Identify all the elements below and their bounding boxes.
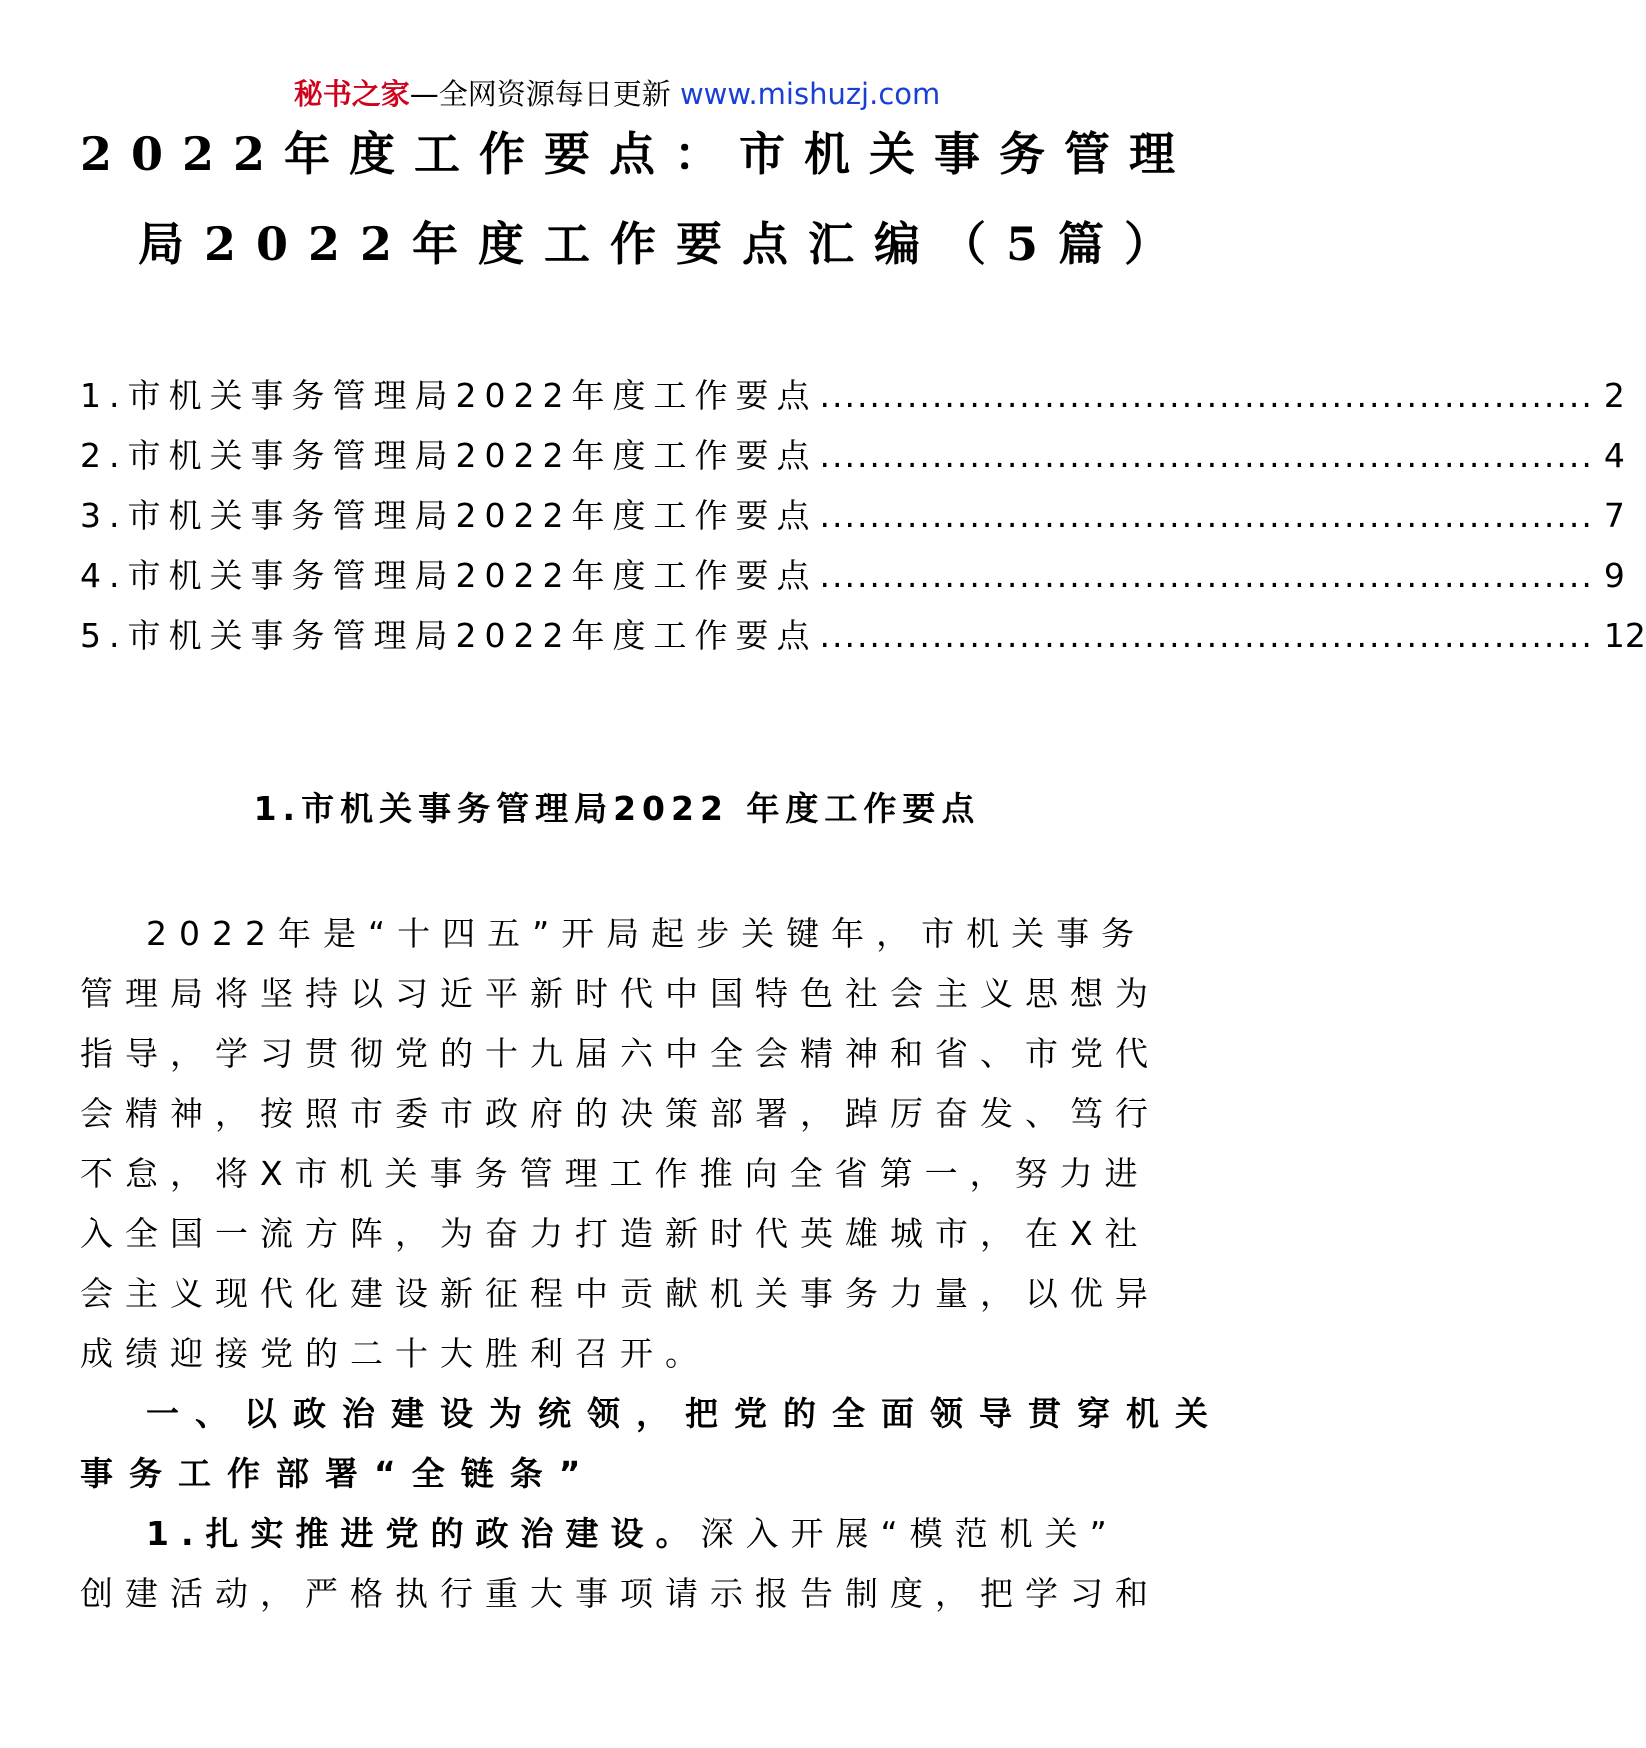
toc-leader-dots: .............................................................. (819, 616, 1594, 655)
item-1-text: 深入开展“模范机关” (700, 1514, 1119, 1553)
watermark-brand: 秘书之家 (293, 77, 410, 111)
toc-entry-label: 3.市机关事务管理局2022年度工作要点 (80, 496, 818, 535)
toc-entry-label: 5.市机关事务管理局2022年度工作要点 (80, 616, 818, 655)
paragraph-line: 会精神，按照市委市政府的决策部署，踔厉奋发、笃行 (80, 1094, 1160, 1133)
paragraph-line: 会主义现代化建设新征程中贡献机关事务力量，以优异 (80, 1274, 1160, 1313)
toc-entry-label: 2.市机关事务管理局2022年度工作要点 (80, 436, 818, 475)
paragraph-line (80, 1504, 1156, 1564)
toc-leader-dots: .............................................................. (819, 436, 1594, 475)
toc-entry-label: 4.市机关事务管理局2022年度工作要点 (80, 556, 818, 595)
toc-entry[interactable] (80, 426, 1625, 486)
watermark-url[interactable]: www.mishuzj.com (679, 77, 941, 111)
subsection-heading-1 (80, 1384, 1224, 1504)
paragraph-line: 2022年是“十四五”开局起步关键年，市机关事务 (146, 914, 1147, 953)
heading-line: 一、以政治建设为统领，把党的全面领导贯穿机关 (146, 1394, 1224, 1433)
toc-leader-dots: .............................................................. (819, 556, 1594, 595)
paragraph-line: 创建活动，严格执行重大事项请示报告制度，把学习和 (80, 1574, 1160, 1613)
table-of-contents (80, 366, 1646, 666)
item-1-lead: 1.扎实推进党的政治建设。 (146, 1514, 701, 1553)
watermark-text: —全网资源每日更新 (409, 77, 680, 111)
toc-leader-dots: .............................................................. (819, 496, 1594, 535)
document-title-line-1: 2022年度工作要点：市机关事务管理 (80, 127, 1195, 181)
paragraph-line: 入全国一流方阵，为奋力打造新时代英雄城市，在X社 (80, 1214, 1150, 1253)
watermark-banner (0, 74, 1234, 114)
toc-entry[interactable] (80, 606, 1646, 666)
toc-entry[interactable] (80, 366, 1625, 426)
paragraph-line: 不怠，将X市机关事务管理工作推向全省第一，努力进 (80, 1154, 1150, 1193)
paragraph-line: 成绩迎接党的二十大胜利召开。 (80, 1334, 710, 1373)
toc-page-number: 2 (1603, 376, 1625, 415)
toc-leader-dots: .............................................................. (819, 376, 1594, 415)
toc-page-number: 12 (1603, 616, 1646, 655)
section-heading: 1.市机关事务管理局2022 年度工作要点 (253, 789, 981, 828)
document-title-line-2: 局2022年度工作要点汇编（5篇） (138, 217, 1191, 271)
toc-page-number: 7 (1603, 496, 1625, 535)
toc-entry-label: 1.市机关事务管理局2022年度工作要点 (80, 376, 818, 415)
toc-entry[interactable] (80, 546, 1625, 606)
item-1-paragraph (80, 1504, 1160, 1624)
toc-entry[interactable] (80, 486, 1625, 546)
heading-line: 事务工作部署“全链条” (80, 1454, 597, 1493)
intro-paragraph (80, 904, 1160, 1373)
toc-page-number: 4 (1603, 436, 1625, 475)
paragraph-line: 管理局将坚持以习近平新时代中国特色社会主义思想为 (80, 974, 1160, 1013)
paragraph-line: 指导，学习贯彻党的十九届六中全会精神和省、市党代 (80, 1034, 1160, 1073)
toc-page-number: 9 (1603, 556, 1625, 595)
